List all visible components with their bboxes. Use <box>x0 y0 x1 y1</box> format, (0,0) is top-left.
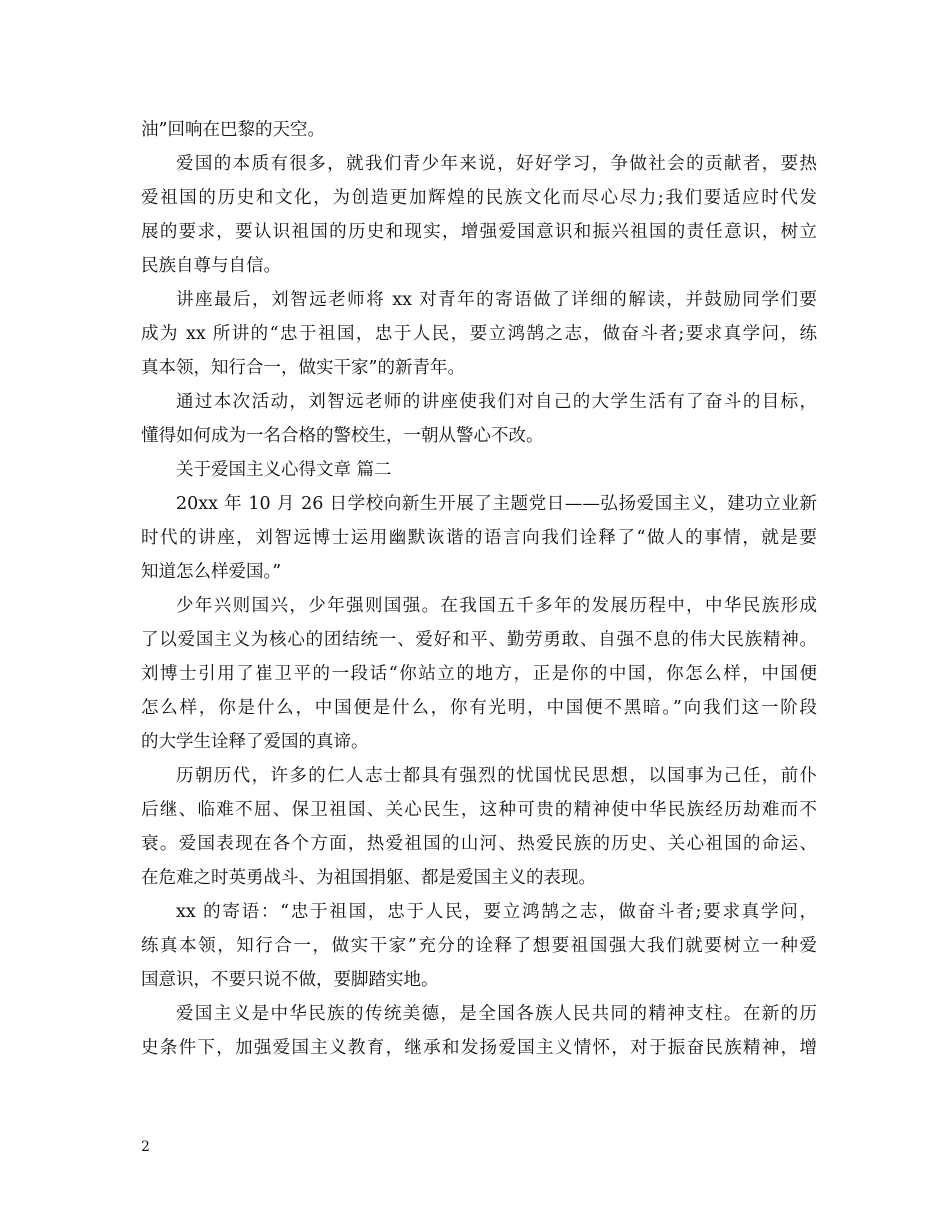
text-line: 民族自尊与自信。 <box>141 256 281 276</box>
text-line: 懂得如何成为一名合格的警校生，一朝从警心不改。 <box>141 426 544 446</box>
text-line: 国意识，不要只说不做，要脚踏实地。 <box>141 970 439 990</box>
text-line: 知道怎么样爱国。” <box>141 562 282 582</box>
text-line: 在危难之时英勇战斗、为祖国捐躯、都是爱国主义的表现。 <box>141 868 596 888</box>
text-line: 了以爱国主义为核心的团结统一、爱好和平、勤劳勇敢、自强不息的伟大民族精神。 <box>141 630 817 650</box>
text-line: 刘博士引用了崔卫平的一段话“你站立的地方，正是你的中国，你怎么样，中国便 <box>141 664 817 684</box>
text-line: 真本领，知行合一，做实干家”的新青年。 <box>141 358 465 378</box>
page-number: 2 <box>141 1139 150 1155</box>
text-line: 油”回响在巴黎的天空。 <box>141 120 325 140</box>
text-line: 史条件下，加强爱国主义教育，继承和发扬爱国主义情怀，对于振奋民族精神，增 <box>141 1038 817 1058</box>
text-line: 衰。爱国表现在各个方面，热爱祖国的山河、热爱民族的历史、关心祖国的命运、 <box>141 834 817 854</box>
text-line: 怎么样，你是什么，中国便是什么，你有光明，中国便不黑暗。”向我们这一阶段 <box>141 698 817 718</box>
text-line: 时代的讲座，刘智远博士运用幽默诙谐的语言向我们诠释了“做人的事情，就是要 <box>141 528 817 548</box>
text-line: 讲座最后，刘智远老师将 xx 对青年的寄语做了详细的解读，并鼓励同学们要 <box>176 290 817 310</box>
text-line: 20xx 年 10 月 26 日学校向新生开展了主题党日——弘扬爱国主义，建功立业新 <box>176 494 817 514</box>
text-line: 少年兴则国兴，少年强则国强。在我国五千多年的发展历程中，中华民族形成 <box>176 596 817 616</box>
text-line: 展的要求，要认识祖国的历史和现实，增强爱国意识和振兴祖国的责任意识，树立 <box>141 222 817 242</box>
text-line: 关于爱国主义心得文章 篇二 <box>176 460 392 480</box>
body-text <box>141 113 817 1065</box>
text-line: 后继、临难不屈、保卫祖国、关心民生，这种可贵的精神使中华民族经历劫难而不 <box>141 800 817 820</box>
text-line: 爱国的本质有很多，就我们青少年来说，好好学习，争做社会的贡献者，要热 <box>176 154 817 174</box>
text-line: 爱国主义是中华民族的传统美德，是全国各族人民共同的精神支柱。在新的历 <box>176 1004 817 1024</box>
text-line: 的大学生诠释了爱国的真谛。 <box>141 732 369 752</box>
text-line: 历朝历代，许多的仁人志士都具有强烈的忧国忧民思想，以国事为己任，前仆 <box>176 766 817 786</box>
text-line: 爱祖国的历史和文化，为创造更加辉煌的民族文化而尽心尽力;我们要适应时代发 <box>141 188 817 208</box>
text-line: 练真本领，知行合一，做实干家”充分的诠释了想要祖国强大我们就要树立一种爱 <box>141 936 817 956</box>
text-line: 通过本次活动，刘智远老师的讲座使我们对自己的大学生活有了奋斗的目标， <box>176 392 817 412</box>
text-line: xx 的寄语：“忠于祖国，忠于人民，要立鸿鹄之志，做奋斗者;要求真学问， <box>176 902 817 922</box>
text-line: 成为 xx 所讲的“忠于祖国，忠于人民，要立鸿鹄之志，做奋斗者;要求真学问，练 <box>141 324 817 344</box>
